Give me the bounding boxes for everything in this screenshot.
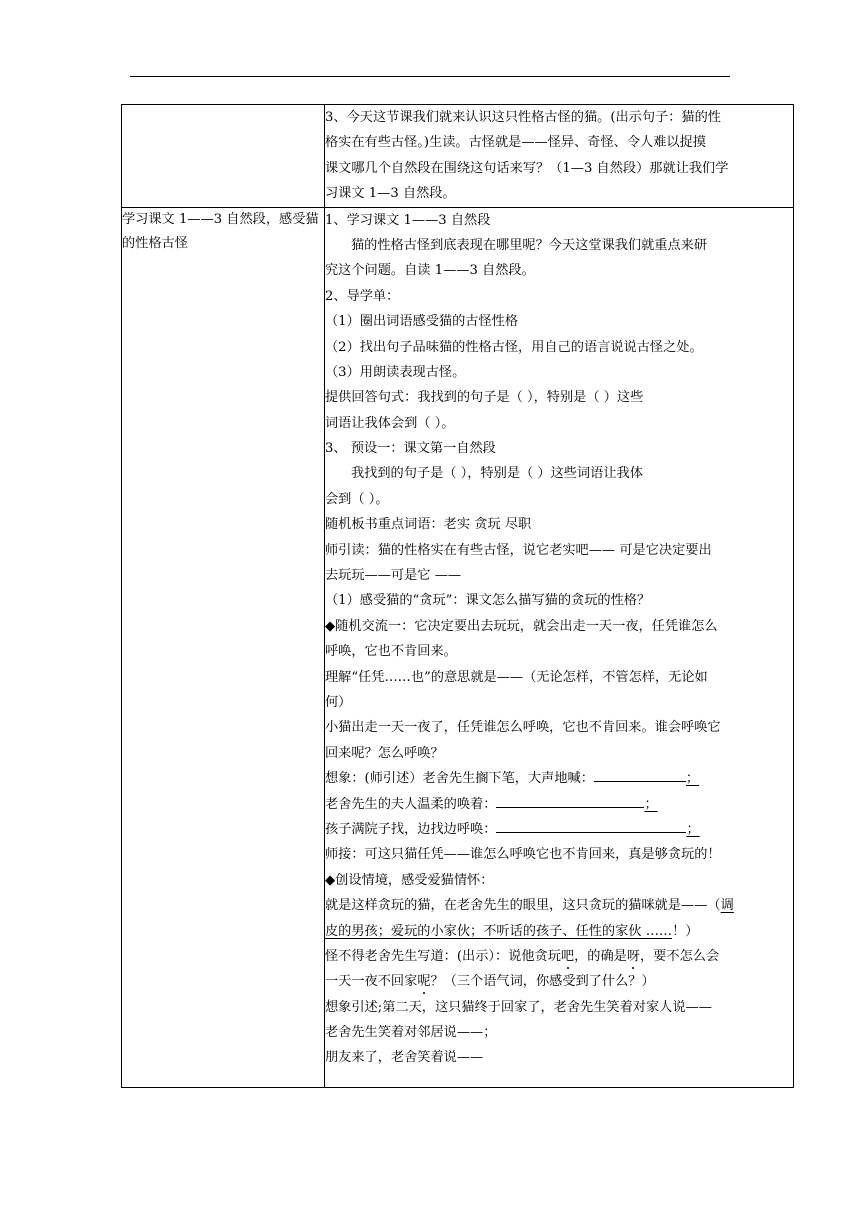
row2-content-cell xyxy=(325,207,794,1087)
section-title: 学习课文 1——3 自然段，感受猫的性格古怪 xyxy=(122,211,319,251)
line-text: 孩子满院子找，边找边呼唤： xyxy=(325,821,497,837)
content-line: 朋友来了，老舍笑着说—— xyxy=(325,1050,484,1066)
line-text: 怪不得老舍先生写道：(出示）：说他贪玩 xyxy=(325,948,561,964)
fill-blank xyxy=(496,819,686,833)
table-row xyxy=(122,207,794,1087)
content-line xyxy=(325,919,793,944)
content-line: 2、导学单： xyxy=(325,288,400,304)
content-line xyxy=(325,792,793,817)
content-line: 究这个问题。自读 1——3 自然段。 xyxy=(325,263,535,279)
content-line: 去玩玩——可是它 —— xyxy=(325,568,462,584)
content-line: （2）找出句子品味猫的性格古怪，用自己的语言说说古怪之处。 xyxy=(325,339,703,355)
content-line: （1）感受猫的“贪玩”：课文怎么描写猫的贪玩的性格？ xyxy=(325,593,651,609)
header-rule xyxy=(130,76,730,77)
content-line: 课文哪几个自然段在围绕这句话来写？（1—3 自然段）那就让我们学 xyxy=(325,160,729,176)
fill-blank xyxy=(496,794,644,808)
content-line: ◆随机交流一：它决定要出去玩玩，就会出走一天一夜，任凭谁怎么 xyxy=(325,618,718,634)
content-line: （3）用朗读表现古怪。 xyxy=(325,364,466,380)
row1-left-cell xyxy=(122,105,325,208)
content-line: 词语让我体会到（ ）。 xyxy=(325,415,455,431)
table-row xyxy=(122,105,794,208)
content-line xyxy=(325,893,793,918)
content-line xyxy=(325,944,793,969)
line-text: ，的确是 xyxy=(574,948,627,964)
content-line: 呼唤，它也不肯回来。 xyxy=(325,644,457,660)
line-text: 一天一夜不回家 xyxy=(325,974,418,990)
content-line: 老舍先生笑着对邻居说——； xyxy=(325,1025,497,1041)
content-line: 格实在有些古怪。)生读。古怪就是——怪异、奇怪、令人难以捉摸 xyxy=(325,135,706,151)
content-line xyxy=(325,817,793,842)
content-line: 随机板书重点词语：老实 贪玩 尽职 xyxy=(325,517,532,533)
emphasis-word: 呀 xyxy=(626,948,641,964)
content-line: 提供回答句式：我找到的句子是（ ），特别是（ ）这些 xyxy=(325,390,644,406)
line-text: ？（三个语气词，你感受到了什么？） xyxy=(430,974,655,990)
blank-end: ； xyxy=(685,771,700,787)
content-line: 1、学习课文 1——3 自然段 xyxy=(325,212,491,228)
section-title-cell xyxy=(122,207,325,1087)
content-line: 想象引述;第二天，这只猫终于回家了，老舍先生笑着对家人说—— xyxy=(325,999,712,1015)
fill-blank xyxy=(594,768,686,782)
content-line: 理解“任凭……也”的意思就是——（无论怎样，不管怎样，无论如 xyxy=(325,669,708,685)
line-text: ！） xyxy=(672,923,699,939)
blank-end: ； xyxy=(686,821,700,837)
lesson-plan-table xyxy=(121,104,794,1088)
content-line: （1）圈出词语感受猫的古怪性格 xyxy=(325,314,519,330)
emphasis-word: 吧 xyxy=(560,948,575,964)
blank-end: ； xyxy=(644,796,658,812)
row1-content-cell xyxy=(325,105,794,208)
line-text: 老舍先生的夫人温柔的唤着： xyxy=(325,796,497,812)
content-line: 何） xyxy=(325,694,352,710)
content-line: ◆创设情境，感受爱猫情怀： xyxy=(325,872,494,888)
content-line: 师接：可这只猫任凭——谁怎么呼唤它也不肯回来，真是够贪玩的！ xyxy=(325,847,721,863)
content-line: 小猫出走一天一夜了，任凭谁怎么呼唤，它也不肯回来。谁会呼唤它 xyxy=(325,720,721,736)
line-text: ，要不怎么会 xyxy=(640,948,720,964)
line-text: 就是这样贪玩的猫，在老舍先生的眼里，这只贪玩的猫咪就是——（ xyxy=(325,898,721,914)
emphasis-word: 呢 xyxy=(417,974,431,990)
content-line xyxy=(325,969,793,994)
content-line: 3、今天这节课我们就来认识这只性格古怪的猫。(出示句子：猫的性 xyxy=(325,110,721,125)
content-line: 猫的性格古怪到底表现在哪里呢？今天这堂课我们就重点来研 xyxy=(351,237,708,253)
content-line: 会到（ ）。 xyxy=(325,491,389,507)
underlined-text: 皮的男孩；爱玩的小家伙；不听话的孩子、任性的家伙 …… xyxy=(325,923,673,939)
content-line: 回来呢？怎么呼唤？ xyxy=(325,745,444,761)
content-line: 3、 预设一：课文第一自然段 xyxy=(325,441,496,457)
content-line xyxy=(325,766,793,791)
underlined-text: 调 xyxy=(720,898,734,914)
content-line: 习课文 1—3 自然段。 xyxy=(325,186,456,202)
line-text: 想象：(师引述）老舍先生搁下笔，大声地喊： xyxy=(325,771,594,787)
content-line: 我找到的句子是（ ），特别是（ ）这些词语让我体 xyxy=(351,466,643,482)
content-line: 师引读：猫的性格实在有些古怪，说它老实吧—— 可是它决定要出 xyxy=(325,542,712,558)
